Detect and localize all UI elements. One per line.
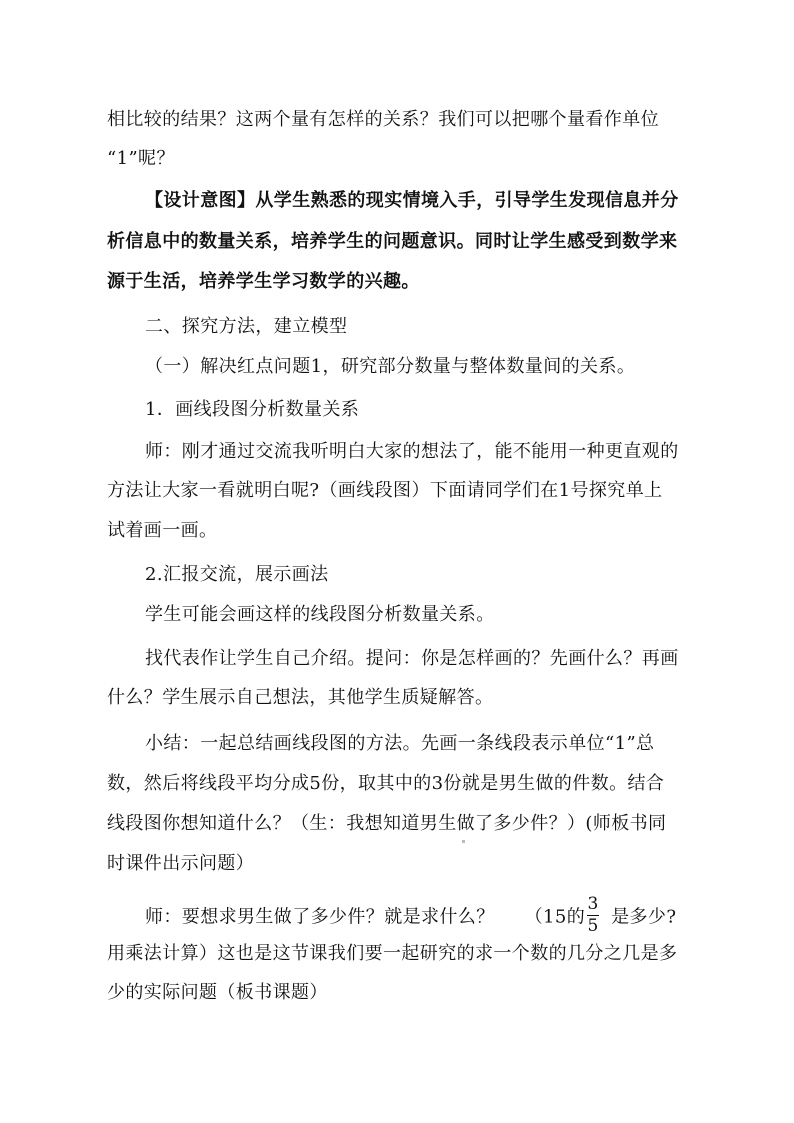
subsection-heading: （一）解决红点问题1，研究部分数量与整体数量间的关系。 — [145, 356, 636, 377]
step-heading: 2.汇报交流，展示画法 — [145, 564, 329, 585]
fraction-suffix: 是多少? — [611, 906, 677, 928]
design-intent-line: 源于生活，培养学生学习数学的兴趣。 — [107, 271, 420, 292]
scan-speck — [462, 840, 465, 843]
paragraph-line-with-fraction — [145, 894, 677, 938]
paragraph-line: 师：刚才通过交流我听明白大家的想法了，能不能用一种更直观的 — [145, 441, 679, 462]
paragraph-line: 什么？学生展示自己想法，其他学生质疑解答。 — [107, 687, 494, 708]
design-intent-line: 析信息中的数量关系，培养学生的问题意识。同时让学生感受到数学来 — [107, 231, 678, 252]
paragraph-line: 试着画一画。 — [107, 520, 218, 541]
paragraph-line: “1”呢？ — [107, 148, 175, 169]
paragraph-line: 少的实际问题（板书课题） — [107, 982, 328, 1003]
paragraph-line: 用乘法计算）这也是这节课我们要一起研究的求一个数的几分之几是多 — [107, 943, 678, 964]
paragraph-line: 小结：一起总结画线段图的方法。先画一条线段表示单位“1”总 — [145, 733, 655, 754]
fraction-numerator: 3 — [587, 894, 599, 914]
paragraph-line: 时课件出示问题） — [107, 853, 255, 874]
design-intent-line: 【设计意图】从学生熟悉的现实情境入手，引导学生发现信息并分 — [145, 190, 679, 211]
paragraph-line: 方法让大家一看就明白呢?（画线段图）下面请同学们在1号探究单上 — [107, 480, 663, 501]
fraction-three-fifths — [587, 895, 599, 936]
paragraph-line: 数，然后将线段平均分成5份，取其中的3份就是男生做的件数。结合 — [107, 773, 665, 794]
paragraph-line: 学生可能会画这样的线段图分析数量关系。 — [145, 604, 495, 625]
step-heading: 1．画线段图分析数量关系 — [145, 399, 360, 420]
paragraph-line: 线段图你想知道什么？（生：我想知道男生做了多少件？）(师板书同 — [107, 813, 667, 834]
question-text: 师：要想求男生做了多少件？就是求什么？ — [145, 906, 495, 928]
fraction-prefix: （15的 — [524, 906, 586, 928]
fraction-denominator: 5 — [587, 916, 599, 936]
paragraph-line: 相比较的结果？这两个量有怎样的关系？我们可以把哪个量看作单位 — [107, 109, 659, 130]
paragraph-line: 找代表作让学生自己介绍。提问：你是怎样画的？先画什么？再画 — [145, 648, 679, 669]
section-heading: 二、探究方法，建立模型 — [145, 316, 348, 337]
